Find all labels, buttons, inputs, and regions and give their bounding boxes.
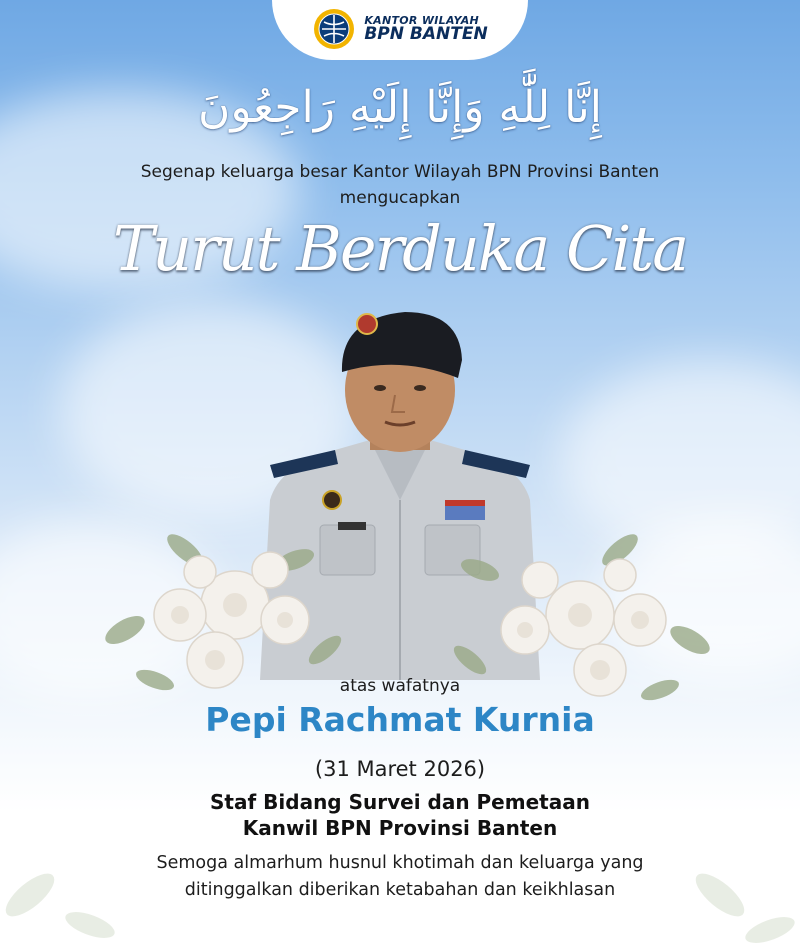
prayer-line2: ditinggalkan diberikan ketabahan dan keikhlasan [184,880,616,900]
intro-line2: mengucapkan [339,188,461,208]
arabic-calligraphy: إِنَّا لِلَّٰهِ وَإِنَّا إِلَيْهِ رَاجِعُونَ [198,82,602,133]
logo-line2: BPN BANTEN [364,24,488,44]
decorative-leaves [0,835,800,945]
position-line1: Staf Bidang Survei dan Pemetaan [210,790,590,814]
prayer-line1: Semoga almarhum husnul khotimah dan keluarga yang [156,853,644,873]
deceased-name: Pepi Rachmat Kurnia [205,700,595,739]
deceased-date: (31 Maret 2026) [314,757,486,781]
logo-line1: KANTOR WILAYAH [364,14,480,27]
headline: Turut Berduka Cita [112,212,688,285]
atas-wafatnya-text: atas wafatnya [339,676,461,696]
intro-line1: Segenap keluarga besar Kantor Wilayah BPN Provinsi Banten [140,162,660,182]
bpn-emblem-icon [312,7,356,51]
position-line2: Kanwil BPN Provinsi Banten [242,816,558,840]
logo-badge [272,0,528,60]
logo-text [364,15,487,43]
